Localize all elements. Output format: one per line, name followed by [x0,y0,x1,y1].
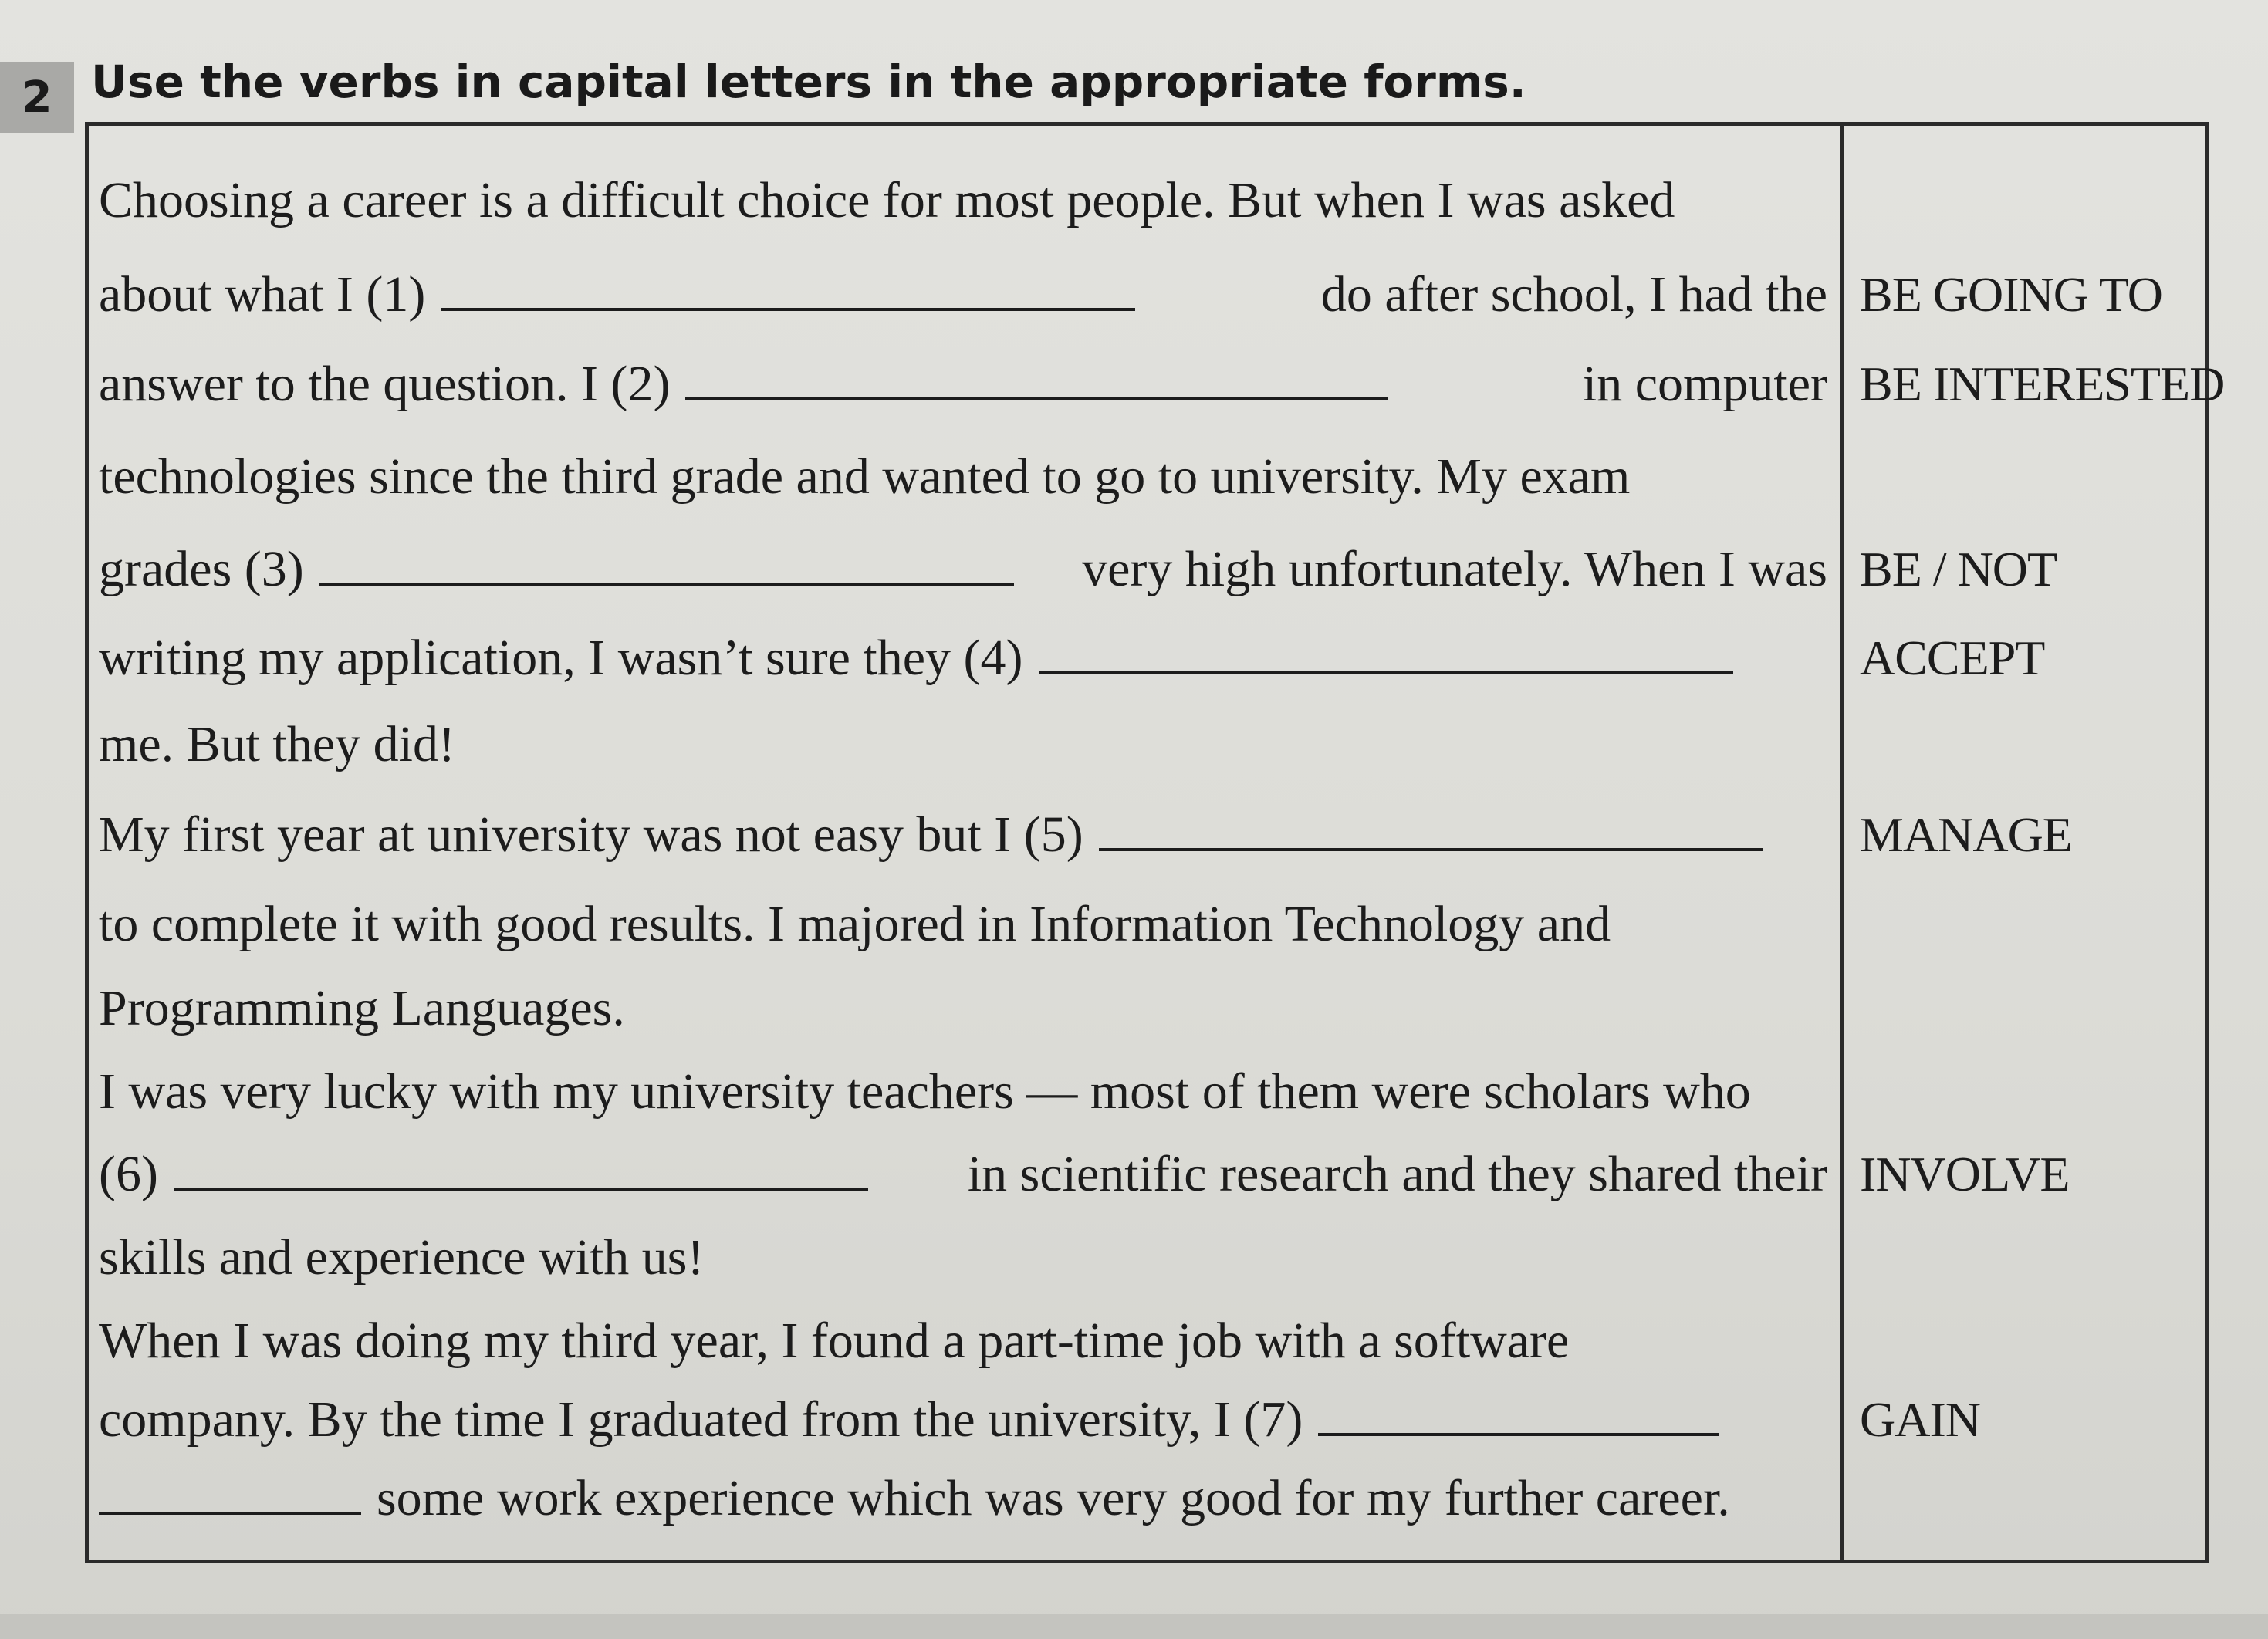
text-line-16 [99,1464,1827,1533]
text-segment: Choosing a career is a difficult choice for most people. But when I was asked [99,172,1675,228]
text-line-1 [99,166,1827,235]
text-line-10 [99,974,1827,1043]
answer-blank-2[interactable] [685,359,1388,400]
answer-blank-7b[interactable] [99,1473,361,1515]
text-segment: some work experience which was very good for my further career. [377,1470,1730,1526]
text-line-4 [99,442,1827,512]
verb-hint-4: ACCEPT [1860,630,2045,685]
answer-blank-6[interactable] [174,1149,868,1191]
text-line-5 [99,535,1827,604]
text-line-7 [99,710,1827,779]
text-line-13 [99,1223,1827,1293]
text-line-2 [99,260,1827,329]
text-line-14 [99,1306,1827,1376]
text-line-12 [99,1140,1827,1209]
answer-blank-1[interactable] [441,269,1135,311]
answer-blank-4[interactable] [1039,633,1733,674]
text-segment: I was very lucky with my university teachers — most of them were scholars who [99,1063,1751,1120]
answer-blank-7a[interactable] [1318,1394,1719,1436]
text-segment: grades (3) [99,541,304,597]
text-segment: me. But they did! [99,716,455,772]
text-segment: technologies since the third grade and wanted to go to university. My exam [99,448,1631,505]
verb-hint-5: MANAGE [1860,807,2072,862]
text-segment: company. By the time I graduated from the university, I (7) [99,1391,1303,1448]
text-segment: do after school, I had the [1320,266,1827,323]
text-line-3 [99,350,1827,419]
text-segment: writing my application, I wasn’t sure they (4) [99,630,1023,686]
text-segment: about what I (1) [99,266,426,323]
verb-hint-1: BE GOING TO [1860,267,2162,322]
text-segment: very high unfortunately. When I was [1082,541,1827,597]
exercise-number: 2 [0,62,74,133]
answer-blank-5[interactable] [1099,809,1763,851]
text-segment: answer to the question. I (2) [99,356,671,412]
text-line-11 [99,1057,1827,1127]
text-line-6 [99,623,1827,693]
next-exercise-edge [0,1614,2268,1639]
exercise-instruction: Use the verbs in capital letters in the appropriate forms. [91,56,1526,108]
text-line-8 [99,800,1827,870]
text-segment: in computer [1582,356,1827,412]
text-line-9 [99,890,1827,959]
answer-blank-3[interactable] [319,544,1014,586]
text-segment: Programming Languages. [99,980,625,1036]
text-segment: When I was doing my third year, I found a part-time job with a software [99,1313,1570,1369]
verb-hint-6: INVOLVE [1860,1147,2070,1201]
column-divider [1840,122,1844,1563]
verb-hint-3: BE / NOT [1860,542,2057,596]
text-segment: skills and experience with us! [99,1229,705,1286]
text-segment: to complete it with good results. I majored in Information Technology and [99,896,1611,952]
text-segment: in scientific research and they shared their [967,1146,1827,1202]
verb-hint-7: GAIN [1860,1392,1980,1447]
text-line-15 [99,1385,1827,1455]
text-segment: (6) [99,1146,158,1202]
text-segment: My first year at university was not easy but I (5) [99,806,1083,863]
verb-hint-2: BE INTERESTED [1860,357,2225,411]
